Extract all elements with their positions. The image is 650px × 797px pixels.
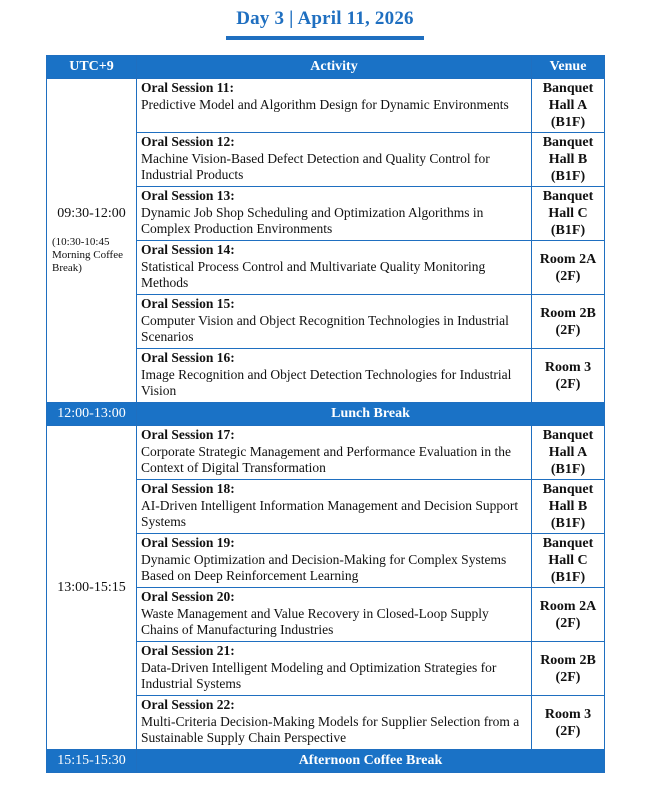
session-title: AI-Driven Intelligent Information Management and Decision Support Systems [141, 497, 519, 529]
session-activity [137, 588, 532, 642]
session-title: Waste Management and Value Recovery in Closed-Loop Supply Chains of Manufacturing Industries [141, 605, 489, 637]
venue-line: (B1F) [550, 115, 586, 130]
session-venue [532, 133, 605, 187]
session-title: Image Recognition and Object Detection Technologies for Industrial Vision [141, 366, 512, 398]
header-time: UTC+9 [47, 56, 137, 79]
session-activity [137, 534, 532, 588]
venue-line: (2F) [555, 322, 581, 338]
session-title: Data-Driven Intelligent Modeling and Optimization Strategies for Industrial Systems [141, 659, 497, 691]
session-activity [137, 187, 532, 241]
venue-line: (2F) [555, 723, 581, 739]
session-venue [532, 588, 605, 642]
session-venue [532, 187, 605, 241]
session-title: Multi-Criteria Decision-Making Models for Supplier Selection from a Sustainable Supply Chain Perspective [141, 713, 520, 745]
venue-line: (2F) [555, 268, 581, 284]
session-name: Oral Session 21: [141, 643, 235, 658]
session-row [47, 426, 605, 480]
session-title: Corporate Strategic Management and Performance Evaluation in the Context of Digital Transformation [141, 443, 511, 475]
venue-line: Hall C [548, 553, 588, 568]
venue-line: Hall B [548, 499, 588, 514]
break-time: 12:00-13:00 [47, 403, 137, 426]
time-range: 09:30-12:00 [57, 206, 126, 221]
session-venue [532, 642, 605, 696]
venue-line: Room 3 [544, 706, 592, 722]
session-name: Oral Session 14: [141, 242, 235, 257]
lunch-break-row [47, 403, 605, 426]
venue-line: (2F) [555, 376, 581, 392]
venue-line: Banquet [542, 482, 594, 497]
session-activity [137, 295, 532, 349]
session-venue [532, 241, 605, 295]
venue-line: Banquet [542, 428, 594, 443]
session-venue [532, 426, 605, 480]
venue-line: (B1F) [550, 516, 586, 531]
session-activity [137, 426, 532, 480]
time-slot [47, 79, 137, 403]
session-name: Oral Session 22: [141, 697, 235, 712]
venue-line: Room 2B [540, 652, 596, 668]
venue-line: (B1F) [550, 223, 586, 238]
session-title: Computer Vision and Object Recognition Technologies in Industrial Scenarios [141, 312, 509, 344]
session-title: Dynamic Optimization and Decision-Making for Complex Systems Based on Deep Reinforcement Learning [141, 551, 507, 583]
venue-line: Banquet [542, 536, 594, 551]
session-title: Machine Vision-Based Defect Detection and Quality Control for Industrial Products [141, 150, 490, 182]
venue-line: (B1F) [550, 169, 586, 184]
session-name: Oral Session 13: [141, 188, 235, 203]
session-activity [137, 241, 532, 295]
session-title: Dynamic Job Shop Scheduling and Optimization Algorithms in Complex Production Environments [141, 204, 484, 236]
venue-line: Banquet [542, 135, 594, 150]
session-venue [532, 480, 605, 534]
session-name: Oral Session 20: [141, 589, 235, 604]
session-venue [532, 295, 605, 349]
session-activity [137, 133, 532, 187]
session-name: Oral Session 17: [141, 427, 235, 442]
session-title: Statistical Process Control and Multivariate Quality Monitoring Methods [141, 258, 486, 290]
session-activity [137, 480, 532, 534]
venue-line: (B1F) [550, 462, 586, 477]
venue-line: (2F) [555, 669, 581, 685]
session-title: Predictive Model and Algorithm Design for Dynamic Environments [141, 96, 509, 112]
venue-line: Hall A [548, 98, 588, 113]
venue-line: Hall B [548, 152, 588, 167]
venue-line: Room 2B [540, 305, 596, 321]
venue-line: Banquet [542, 189, 594, 204]
time-slot [47, 426, 137, 750]
coffee-break-row [47, 750, 605, 773]
session-activity [137, 349, 532, 403]
session-name: Oral Session 19: [141, 535, 235, 550]
session-activity [137, 642, 532, 696]
venue-line: Hall C [548, 206, 588, 221]
break-label: Afternoon Coffee Break [137, 750, 605, 773]
venue-line: (2F) [555, 615, 581, 631]
header-venue: Venue [532, 56, 605, 79]
venue-line: (B1F) [550, 570, 586, 585]
session-activity [137, 79, 532, 133]
session-venue [532, 534, 605, 588]
venue-line: Room 2A [539, 251, 597, 267]
page-title: Day 3 | April 11, 2026 [226, 8, 424, 40]
session-venue [532, 79, 605, 133]
session-activity [137, 696, 532, 750]
schedule-table [46, 55, 605, 773]
venue-line: Room 2A [539, 598, 597, 614]
session-name: Oral Session 18: [141, 481, 235, 496]
session-name: Oral Session 11: [141, 80, 235, 95]
session-row [47, 79, 605, 133]
session-name: Oral Session 15: [141, 296, 235, 311]
venue-line: Room 3 [544, 359, 592, 375]
session-venue [532, 696, 605, 750]
table-header [47, 56, 605, 79]
session-name: Oral Session 12: [141, 134, 235, 149]
venue-line: Banquet [542, 81, 594, 96]
time-range: 13:00-15:15 [57, 579, 126, 595]
session-venue [532, 349, 605, 403]
coffee-break-note: (10:30-10:45 Morning Coffee Break) [52, 236, 123, 274]
venue-line: Hall A [548, 445, 588, 460]
header-activity: Activity [137, 56, 532, 79]
break-time: 15:15-15:30 [47, 750, 137, 773]
break-label: Lunch Break [137, 403, 605, 426]
session-name: Oral Session 16: [141, 350, 235, 365]
